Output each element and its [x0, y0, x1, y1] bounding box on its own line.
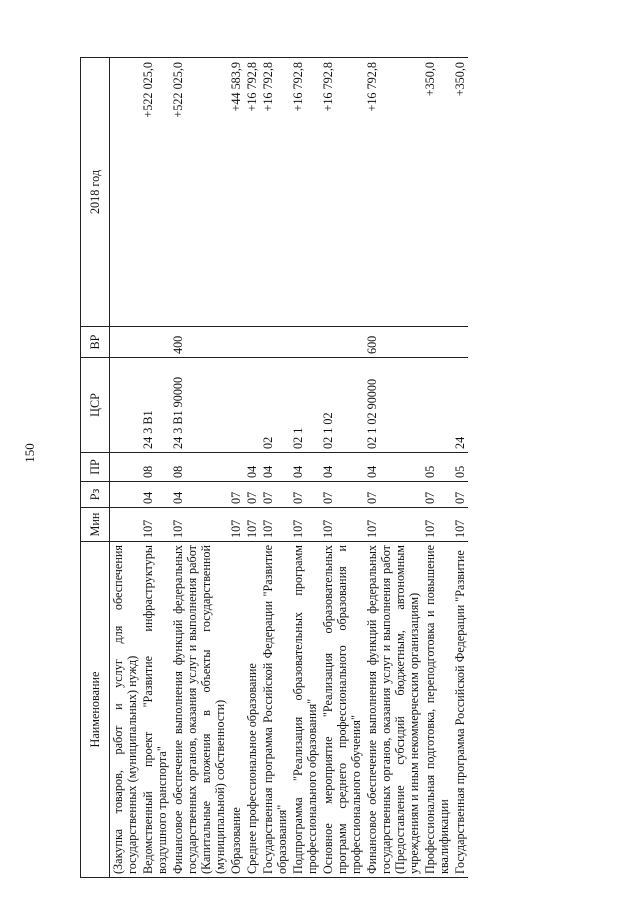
cell-sum: +44 583,9: [228, 58, 244, 327]
cell-rz: 07: [422, 482, 452, 508]
cell-rz: 07: [260, 482, 290, 508]
cell-name: Финансовое обеспечение выполнения функций федеральных государственных органов, оказания услуг и выполнения работ (Капитальные вложения в объекты государственной (муниципальной) собственности): [170, 542, 228, 878]
cell-name: Ведомственный проект "Развитие инфраструктуры воздушного транспорта": [140, 542, 170, 878]
cell-vr: [228, 327, 244, 358]
cell-csr: [110, 358, 141, 453]
cell-min: 107: [140, 508, 170, 542]
cell-sum: +16 792,8: [364, 58, 422, 327]
cell-name: Среднее профессиональное образование: [244, 542, 260, 878]
cell-vr: 400: [170, 327, 228, 358]
cell-csr: [228, 358, 244, 453]
cell-pr: 08: [170, 453, 228, 482]
cell-pr: 05: [452, 453, 468, 482]
cell-csr: 24 3 В1 90000: [170, 358, 228, 453]
cell-min: 107: [320, 508, 364, 542]
table-row: [364, 58, 422, 878]
cell-vr: [452, 327, 468, 358]
cell-rz: 04: [140, 482, 170, 508]
header-row: [81, 58, 110, 878]
header-min: Мин: [81, 508, 110, 542]
cell-min: 107: [290, 508, 320, 542]
cell-name: Государственная программа Российской Федерации "Развитие: [452, 542, 468, 878]
cell-pr: 04: [290, 453, 320, 482]
table-row: [228, 58, 244, 878]
cell-vr: [110, 327, 141, 358]
cell-vr: [244, 327, 260, 358]
rotated-table-frame: [80, 58, 592, 878]
cell-rz: 07: [364, 482, 422, 508]
cell-vr: [260, 327, 290, 358]
page-number: 150: [21, 443, 37, 463]
cell-min: 107: [260, 508, 290, 542]
cell-vr: [290, 327, 320, 358]
cell-pr: 04: [320, 453, 364, 482]
table-row: [452, 58, 468, 878]
cell-csr: 02 1 02 90000: [364, 358, 422, 453]
cell-rz: 07: [452, 482, 468, 508]
cell-rz: 07: [244, 482, 260, 508]
cell-rz: 04: [170, 482, 228, 508]
cell-csr: [422, 358, 452, 453]
cell-name: Финансовое обеспечение выполнения функций федеральных государственных органов, оказания услуг и выполнения работ (Предоставление субсидий бюджетным, автономным учреждениям и иным некоммерческим организациям): [364, 542, 422, 878]
cell-name: Государственная программа Российской Федерации "Развитие образования": [260, 542, 290, 878]
cell-csr: 02: [260, 358, 290, 453]
cell-vr: [320, 327, 364, 358]
cell-csr: 24 3 В1: [140, 358, 170, 453]
cell-name: Основное мероприятие "Реализация образовательных программ среднего профессионального образования и профессионального обучения": [320, 542, 364, 878]
table-row: [244, 58, 260, 878]
cell-csr: 24: [452, 358, 468, 453]
table-row: [290, 58, 320, 878]
cell-sum: [110, 58, 141, 327]
table-row: [320, 58, 364, 878]
cell-min: 107: [228, 508, 244, 542]
cell-name: Профессиональная подготовка, переподготовка и повышение квалификации: [422, 542, 452, 878]
cell-sum: +16 792,8: [320, 58, 364, 327]
cell-sum: +350,0: [452, 58, 468, 327]
cell-min: 107: [364, 508, 422, 542]
header-year: 2018 год: [81, 58, 110, 327]
cell-rz: 07: [320, 482, 364, 508]
cell-min: 107: [422, 508, 452, 542]
cell-pr: [228, 453, 244, 482]
cell-pr: 08: [140, 453, 170, 482]
cell-rz: [110, 482, 141, 508]
cell-min: 107: [170, 508, 228, 542]
cell-name: Подпрограмма "Реализация образовательных программ профессионального образования": [290, 542, 320, 878]
cell-rz: 07: [290, 482, 320, 508]
budget-table: [80, 57, 468, 878]
cell-sum: +16 792,8: [290, 58, 320, 327]
header-vr: ВР: [81, 327, 110, 358]
cell-min: 107: [452, 508, 468, 542]
cell-pr: 04: [260, 453, 290, 482]
table-row: [110, 58, 141, 878]
header-pr: ПР: [81, 453, 110, 482]
cell-name: Образование: [228, 542, 244, 878]
cell-vr: [422, 327, 452, 358]
cell-name: (Закупка товаров, работ и услуг для обеспечения государственных (муниципальных) нужд): [110, 542, 141, 878]
cell-csr: 02 1: [290, 358, 320, 453]
cell-vr: 600: [364, 327, 422, 358]
cell-sum: +16 792,8: [244, 58, 260, 327]
header-rz: Рз: [81, 482, 110, 508]
cell-rz: 07: [228, 482, 244, 508]
cell-vr: [140, 327, 170, 358]
cell-sum: +522 025,0: [140, 58, 170, 327]
header-csr: ЦСР: [81, 358, 110, 453]
cell-csr: 02 1 02: [320, 358, 364, 453]
cell-pr: 05: [422, 453, 452, 482]
table-row: [170, 58, 228, 878]
header-name: Наименование: [81, 542, 110, 878]
table-row: [140, 58, 170, 878]
table-row: [260, 58, 290, 878]
cell-sum: +522 025,0: [170, 58, 228, 327]
cell-min: 107: [244, 508, 260, 542]
cell-min: [110, 508, 141, 542]
table-body: [110, 58, 469, 878]
cell-csr: [244, 358, 260, 453]
cell-sum: +350,0: [422, 58, 452, 327]
cell-sum: +16 792,8: [260, 58, 290, 327]
cell-pr: [110, 453, 141, 482]
cell-pr: 04: [244, 453, 260, 482]
table-row: [422, 58, 452, 878]
cell-pr: 04: [364, 453, 422, 482]
